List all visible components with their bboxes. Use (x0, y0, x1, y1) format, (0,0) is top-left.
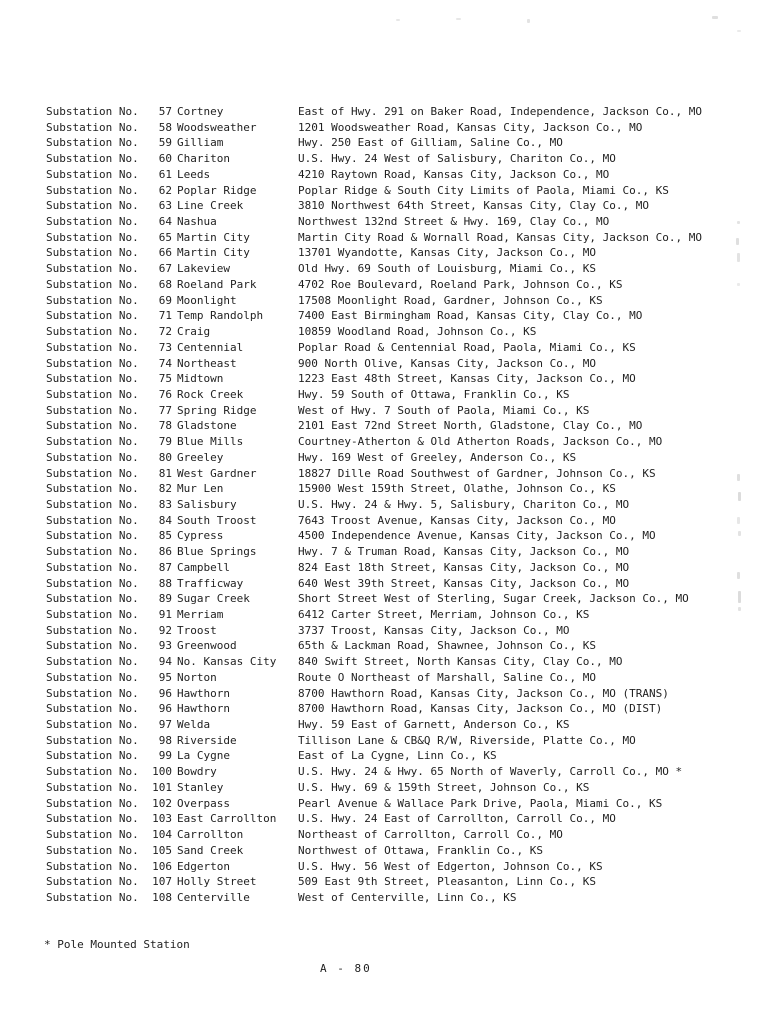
substation-address: 4500 Independence Avenue, Kansas City, Jackson Co., MO (298, 529, 656, 543)
substation-number: 79 (158, 435, 172, 449)
substation-label: Substation No. (46, 466, 139, 480)
substation-number: 68 (158, 277, 172, 291)
substation-address: 2101 East 72nd Street North, Gladstone, Clay Co., MO (298, 419, 643, 433)
substation-address: Old Hwy. 69 South of Louisburg, Miami Co., KS (298, 262, 597, 276)
substation-label: Substation No. (46, 529, 139, 543)
substation-address: West of Centerville, Linn Co., KS (298, 890, 517, 904)
substation-label: Substation No. (46, 199, 139, 213)
substation-label: Substation No. (46, 718, 139, 732)
substation-address: Pearl Avenue & Wallace Park Drive, Paola, Miami Co., KS (298, 796, 663, 810)
substation-name: Roeland Park (177, 277, 257, 291)
substation-label: Substation No. (46, 859, 139, 873)
substation-address: U.S. Hwy. 56 West of Edgerton, Johnson Co., KS (298, 859, 603, 873)
substation-label: Substation No. (46, 639, 139, 653)
substation-row (46, 481, 736, 497)
substation-name: Line Creek (177, 199, 244, 213)
substation-address: 1201 Woodsweather Road, Kansas City, Jackson Co., MO (298, 120, 643, 134)
substation-address: U.S. Hwy. 24 & Hwy. 5, Salisbury, Chariton Co., MO (298, 497, 630, 511)
substation-number: 73 (158, 340, 172, 354)
substation-number: 95 (158, 670, 172, 684)
substation-label: Substation No. (46, 372, 139, 386)
scan-artifact (737, 572, 740, 579)
substation-number: 86 (158, 545, 172, 559)
scan-artifact (736, 238, 739, 245)
substation-number: 105 (152, 843, 172, 857)
scan-artifact (738, 607, 741, 611)
substation-label: Substation No. (46, 497, 139, 511)
substation-name: Holly Street (177, 875, 257, 889)
scan-artifact (737, 283, 740, 286)
substation-number: 57 (158, 105, 172, 118)
substation-number: 93 (158, 639, 172, 653)
substation-number: 81 (158, 466, 172, 480)
substation-row (46, 261, 736, 277)
substation-number: 76 (158, 387, 172, 401)
substation-address: Northwest of Ottawa, Franklin Co., KS (298, 843, 544, 857)
substation-label: Substation No. (46, 482, 139, 496)
substation-row (46, 733, 736, 749)
scan-artifact (712, 16, 718, 19)
substation-label: Substation No. (46, 765, 139, 779)
substation-address: 13701 Wyandotte, Kansas City, Jackson Co., MO (298, 246, 597, 260)
substation-number: 71 (158, 309, 172, 323)
substation-name: Salisbury (177, 497, 237, 511)
substation-number: 98 (158, 733, 172, 747)
substation-label: Substation No. (46, 309, 139, 323)
substation-label: Substation No. (46, 655, 139, 669)
scan-artifact (737, 517, 740, 524)
substation-number: 58 (158, 120, 172, 134)
substation-address: Poplar Ridge & South City Limits of Paola, Miami Co., KS (298, 183, 669, 197)
substation-row (46, 135, 736, 151)
substation-name: Centennial (177, 340, 244, 354)
substation-name: Cypress (177, 529, 224, 543)
substation-number: 72 (158, 325, 172, 339)
substation-name: Moonlight (177, 293, 237, 307)
substation-label: Substation No. (46, 780, 139, 794)
substation-row (46, 513, 736, 529)
substation-name: Centerville (177, 890, 250, 904)
substation-number: 84 (158, 513, 172, 527)
substation-address: 900 North Olive, Kansas City, Jackson Co., MO (298, 356, 597, 370)
substation-address: 7643 Troost Avenue, Kansas City, Jackson Co., MO (298, 513, 616, 527)
substation-address: 10859 Woodland Road, Johnson Co., KS (298, 325, 537, 339)
substation-name: Norton (177, 670, 217, 684)
substation-address: Courtney-Atherton & Old Atherton Roads, Jackson Co., MO (298, 435, 663, 449)
substation-row (46, 151, 736, 167)
substation-row (46, 544, 736, 560)
substation-row (46, 167, 736, 183)
substation-address: 6412 Carter Street, Merriam, Johnson Co., KS (298, 608, 590, 621)
substation-row (46, 418, 736, 434)
substation-name: East Carrollton (177, 812, 277, 826)
substation-address: 7400 East Birmingham Road, Kansas City, Clay Co., MO (298, 309, 643, 323)
substation-label: Substation No. (46, 403, 139, 417)
scan-artifact (738, 492, 741, 501)
substation-label: Substation No. (46, 875, 139, 889)
substation-row (46, 230, 736, 246)
substation-row (46, 874, 736, 890)
substation-number: 96 (158, 686, 172, 700)
substation-row (46, 701, 736, 717)
substation-label: Substation No. (46, 513, 139, 527)
substation-row (46, 466, 736, 482)
substation-number: 91 (158, 608, 172, 621)
substation-row (46, 308, 736, 324)
substation-address: 65th & Lackman Road, Shawnee, Johnson Co., KS (298, 639, 597, 653)
substation-row (46, 434, 736, 450)
substation-row (46, 827, 736, 843)
substation-number: 67 (158, 262, 172, 276)
substation-number: 100 (152, 765, 172, 779)
substation-address: 4210 Raytown Road, Kansas City, Jackson Co., MO (298, 167, 610, 181)
substation-address: 824 East 18th Street, Kansas City, Jackson Co., MO (298, 560, 630, 574)
substation-row (46, 686, 736, 702)
substation-row (46, 245, 736, 261)
substation-name: Northeast (177, 356, 237, 370)
substation-label: Substation No. (46, 843, 139, 857)
substation-row (46, 796, 736, 812)
substation-label: Substation No. (46, 890, 139, 904)
substation-address: Hwy. 169 West of Greeley, Anderson Co., KS (298, 450, 577, 464)
substation-row (46, 183, 736, 199)
footnote-pole-mounted: * Pole Mounted Station (44, 938, 190, 951)
substation-name: Gladstone (177, 419, 237, 433)
scan-artifact (737, 474, 740, 481)
substation-number: 82 (158, 482, 172, 496)
substation-label: Substation No. (46, 592, 139, 606)
substation-name: Poplar Ridge (177, 183, 257, 197)
substation-name: Edgerton (177, 859, 230, 873)
substation-address: Tillison Lane & CB&Q R/W, Riverside, Platte Co., MO (298, 733, 636, 747)
substation-row (46, 748, 736, 764)
substation-address: Hwy. 7 & Truman Road, Kansas City, Jackson Co., MO (298, 545, 630, 559)
substation-address: 17508 Moonlight Road, Gardner, Johnson Co., KS (298, 293, 603, 307)
substation-number: 59 (158, 136, 172, 150)
substation-row (46, 780, 736, 796)
substation-row (46, 670, 736, 686)
substation-address: U.S. Hwy. 69 & 159th Street, Johnson Co., KS (298, 780, 590, 794)
substation-number: 89 (158, 592, 172, 606)
substation-number: 74 (158, 356, 172, 370)
substation-number: 108 (152, 890, 172, 904)
substation-number: 107 (152, 875, 172, 889)
substation-address: 840 Swift Street, North Kansas City, Clay Co., MO (298, 655, 623, 669)
substation-name: Leeds (177, 167, 211, 181)
substation-address: East of La Cygne, Linn Co., KS (298, 749, 497, 763)
scan-artifact (737, 30, 741, 32)
substation-number: 106 (152, 859, 172, 873)
substation-row (46, 843, 736, 859)
substation-number: 85 (158, 529, 172, 543)
substation-label: Substation No. (46, 560, 139, 574)
substation-label: Substation No. (46, 702, 139, 716)
scan-artifact (738, 531, 741, 536)
substation-row (46, 198, 736, 214)
substation-number: 104 (152, 828, 172, 842)
substation-address: 3810 Northwest 64th Street, Kansas City, Clay Co., MO (298, 199, 649, 213)
substation-name: Woodsweather (177, 120, 257, 134)
substation-name: Hawthorn (177, 686, 230, 700)
substation-label: Substation No. (46, 230, 139, 244)
substation-label: Substation No. (46, 246, 139, 260)
substation-number: 94 (158, 655, 172, 669)
substation-label: Substation No. (46, 686, 139, 700)
substation-name: Gilliam (177, 136, 224, 150)
substation-number: 97 (158, 718, 172, 732)
substation-row (46, 356, 736, 372)
substation-row (46, 120, 736, 136)
substation-name: Riverside (177, 733, 237, 747)
substation-name: Sugar Creek (177, 592, 250, 606)
substation-label: Substation No. (46, 167, 139, 181)
substation-name: Trafficway (177, 576, 244, 590)
substation-number: 99 (158, 749, 172, 763)
substation-row (46, 340, 736, 356)
substation-label: Substation No. (46, 450, 139, 464)
substation-name: South Troost (177, 513, 257, 527)
substation-name: Merriam (177, 608, 224, 621)
substation-label: Substation No. (46, 545, 139, 559)
substation-row (46, 890, 736, 906)
substation-address: U.S. Hwy. 24 East of Carrollton, Carroll Co., MO (298, 812, 616, 826)
substation-number: 61 (158, 167, 172, 181)
substation-address: 8700 Hawthorn Road, Kansas City, Jackson Co., MO (TRANS) (298, 686, 669, 700)
substation-address: West of Hwy. 7 South of Paola, Miami Co., KS (298, 403, 590, 417)
substation-list (46, 104, 736, 906)
substation-name: Blue Springs (177, 545, 257, 559)
substation-name: Nashua (177, 215, 217, 229)
substation-address: Northwest 132nd Street & Hwy. 169, Clay Co., MO (298, 215, 610, 229)
scan-artifact (737, 253, 740, 262)
substation-address: 18827 Dille Road Southwest of Gardner, Johnson Co., KS (298, 466, 656, 480)
scan-artifact (737, 221, 740, 224)
substation-row (46, 654, 736, 670)
substation-address: 3737 Troost, Kansas City, Jackson Co., MO (298, 623, 570, 637)
substation-address: 509 East 9th Street, Pleasanton, Linn Co., KS (298, 875, 597, 889)
substation-number: 80 (158, 450, 172, 464)
substation-row (46, 324, 736, 340)
substation-row (46, 811, 736, 827)
scan-artifact (456, 18, 461, 20)
substation-name: Martin City (177, 230, 250, 244)
substation-name: Overpass (177, 796, 230, 810)
substation-name: Spring Ridge (177, 403, 257, 417)
substation-address: U.S. Hwy. 24 & Hwy. 65 North of Waverly, Carroll Co., MO * (298, 765, 683, 779)
substation-name: Greeley (177, 450, 224, 464)
substation-number: 77 (158, 403, 172, 417)
substation-name: Temp Randolph (177, 309, 264, 323)
substation-name: Martin City (177, 246, 250, 260)
substation-label: Substation No. (46, 812, 139, 826)
substation-row (46, 859, 736, 875)
substation-label: Substation No. (46, 152, 139, 166)
substation-address: Northeast of Carrollton, Carroll Co., MO (298, 828, 563, 842)
substation-row (46, 293, 736, 309)
substation-label: Substation No. (46, 576, 139, 590)
substation-row (46, 403, 736, 419)
substation-label: Substation No. (46, 277, 139, 291)
substation-row (46, 497, 736, 513)
substation-label: Substation No. (46, 262, 139, 276)
substation-row (46, 576, 736, 592)
substation-name: Bowdry (177, 765, 217, 779)
substation-address: 640 West 39th Street, Kansas City, Jackson Co., MO (298, 576, 630, 590)
substation-number: 102 (152, 796, 172, 810)
substation-name: Sand Creek (177, 843, 244, 857)
substation-label: Substation No. (46, 828, 139, 842)
substation-row (46, 387, 736, 403)
substation-row (46, 104, 736, 120)
substation-name: Craig (177, 325, 211, 339)
substation-label: Substation No. (46, 120, 139, 134)
substation-name: Chariton (177, 152, 230, 166)
substation-number: 78 (158, 419, 172, 433)
substation-row (46, 371, 736, 387)
substation-name: Campbell (177, 560, 230, 574)
substation-name: No. Kansas City (177, 655, 277, 669)
substation-name: Rock Creek (177, 387, 244, 401)
substation-number: 75 (158, 372, 172, 386)
substation-name: Blue Mills (177, 435, 244, 449)
substation-label: Substation No. (46, 435, 139, 449)
substation-address: East of Hwy. 291 on Baker Road, Independence, Jackson Co., MO (298, 105, 702, 118)
substation-label: Substation No. (46, 293, 139, 307)
substation-address: 1223 East 48th Street, Kansas City, Jackson Co., MO (298, 372, 636, 386)
substation-row (46, 214, 736, 230)
substation-number: 69 (158, 293, 172, 307)
substation-name: Mur Len (177, 482, 224, 496)
substation-name: La Cygne (177, 749, 230, 763)
substation-label: Substation No. (46, 356, 139, 370)
substation-label: Substation No. (46, 105, 139, 118)
substation-address: Hwy. 59 East of Garnett, Anderson Co., KS (298, 718, 570, 732)
substation-label: Substation No. (46, 215, 139, 229)
substation-row (46, 277, 736, 293)
substation-name: Troost (177, 623, 217, 637)
substation-row (46, 591, 736, 607)
scan-artifact (738, 591, 741, 603)
substation-row (46, 450, 736, 466)
page-number: A - 80 (320, 962, 372, 975)
substation-name: Lakeview (177, 262, 230, 276)
substation-row (46, 528, 736, 544)
substation-address: Poplar Road & Centennial Road, Paola, Miami Co., KS (298, 340, 636, 354)
substation-address: Hwy. 59 South of Ottawa, Franklin Co., KS (298, 387, 570, 401)
substation-number: 92 (158, 623, 172, 637)
substation-name: Midtown (177, 372, 224, 386)
substation-number: 66 (158, 246, 172, 260)
substation-name: Hawthorn (177, 702, 230, 716)
substation-row (46, 623, 736, 639)
substation-row (46, 717, 736, 733)
substation-address: Route O Northeast of Marshall, Saline Co., MO (298, 670, 597, 684)
substation-row (46, 638, 736, 654)
substation-label: Substation No. (46, 419, 139, 433)
substation-address: Short Street West of Sterling, Sugar Creek, Jackson Co., MO (298, 592, 689, 606)
substation-label: Substation No. (46, 340, 139, 354)
substation-number: 63 (158, 199, 172, 213)
substation-label: Substation No. (46, 136, 139, 150)
substation-name: Carrollton (177, 828, 244, 842)
substation-row (46, 764, 736, 780)
substation-address: 8700 Hawthorn Road, Kansas City, Jackson Co., MO (DIST) (298, 702, 663, 716)
substation-label: Substation No. (46, 796, 139, 810)
substation-address: U.S. Hwy. 24 West of Salisbury, Chariton Co., MO (298, 152, 616, 166)
substation-number: 83 (158, 497, 172, 511)
substation-number: 101 (152, 780, 172, 794)
substation-number: 87 (158, 560, 172, 574)
substation-name: Greenwood (177, 639, 237, 653)
substation-address: Hwy. 250 East of Gilliam, Saline Co., MO (298, 136, 563, 150)
substation-label: Substation No. (46, 325, 139, 339)
substation-number: 60 (158, 152, 172, 166)
substation-name: Welda (177, 718, 211, 732)
substation-label: Substation No. (46, 733, 139, 747)
substation-number: 103 (152, 812, 172, 826)
substation-label: Substation No. (46, 387, 139, 401)
substation-number: 88 (158, 576, 172, 590)
substation-label: Substation No. (46, 670, 139, 684)
substation-address: Martin City Road & Wornall Road, Kansas City, Jackson Co., MO (298, 230, 702, 244)
scan-artifact (527, 19, 530, 23)
substation-address: 15900 West 159th Street, Olathe, Johnson Co., KS (298, 482, 616, 496)
substation-address: 4702 Roe Boulevard, Roeland Park, Johnson Co., KS (298, 277, 623, 291)
substation-number: 62 (158, 183, 172, 197)
substation-label: Substation No. (46, 608, 139, 621)
substation-number: 96 (158, 702, 172, 716)
substation-row (46, 607, 736, 623)
substation-label: Substation No. (46, 623, 139, 637)
substation-number: 64 (158, 215, 172, 229)
substation-label: Substation No. (46, 749, 139, 763)
substation-name: West Gardner (177, 466, 257, 480)
substation-label: Substation No. (46, 183, 139, 197)
scan-artifact (396, 19, 400, 21)
substation-number: 65 (158, 230, 172, 244)
substation-name: Stanley (177, 780, 224, 794)
substation-row (46, 560, 736, 576)
substation-name: Cortney (177, 105, 224, 118)
